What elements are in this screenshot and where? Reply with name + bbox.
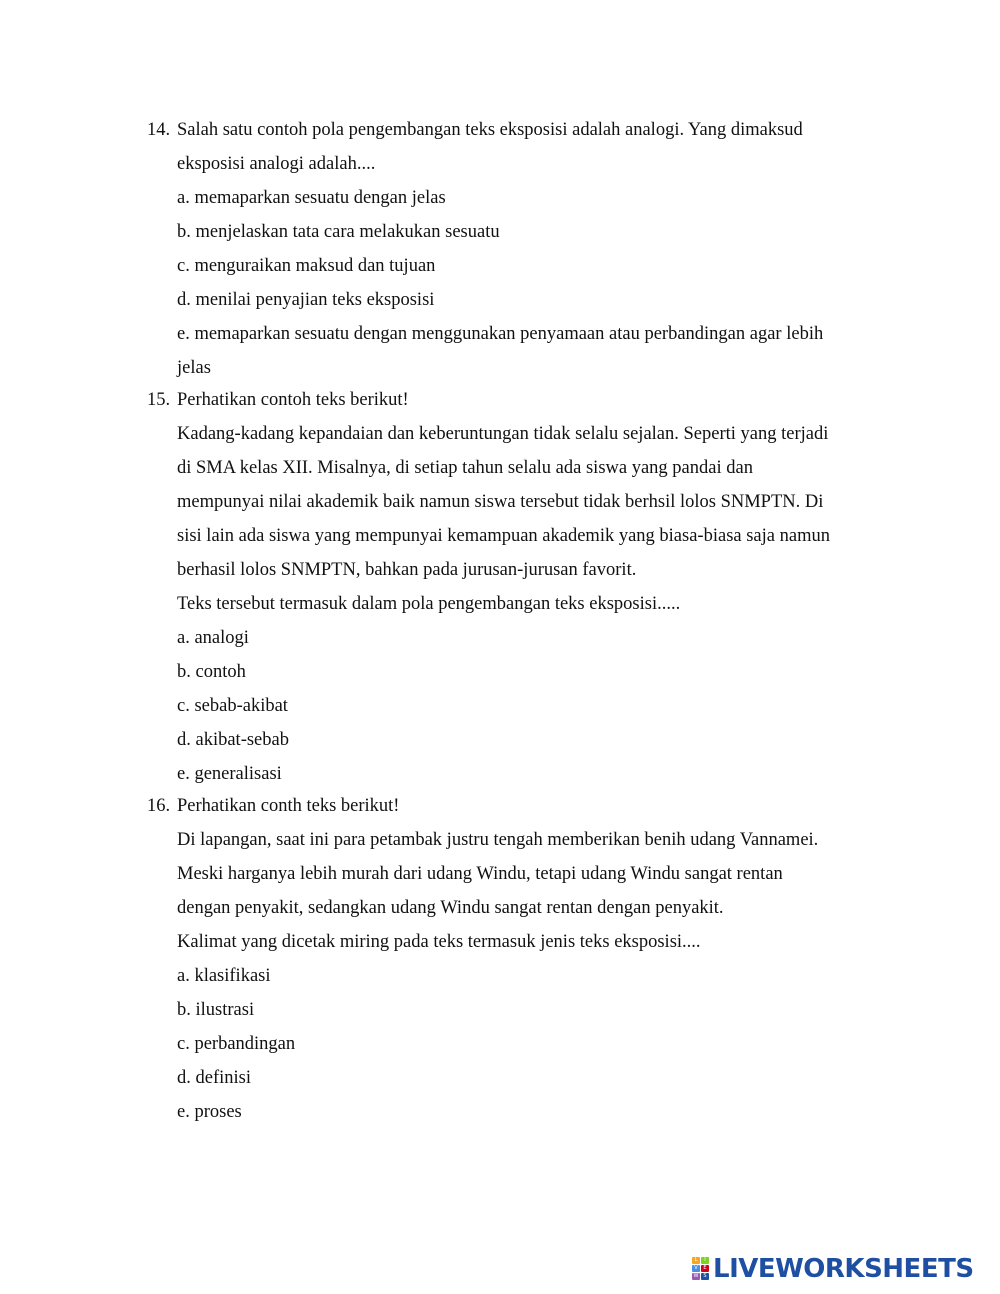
question-16 [147, 789, 887, 1129]
option-a[interactable]: a. analogi [177, 628, 249, 648]
option-e[interactable]: e. memaparkan sesuatu dengan menggunakan penyamaan atau perbandingan agar lebih [177, 324, 824, 344]
question-number: 16. [147, 796, 171, 816]
logo-cell: E [701, 1265, 709, 1272]
question-number: 14. [147, 120, 171, 140]
option-b[interactable]: b. ilustrasi [177, 1000, 255, 1020]
question-15 [147, 383, 887, 791]
option-c[interactable]: c. menguraikan maksud dan tujuan [177, 256, 436, 276]
question-prompt-line [147, 383, 887, 417]
option-e-continuation[interactable]: jelas [177, 358, 211, 378]
question-line: Teks tersebut termasuk dalam pola pengembangan teks eksposisi..... [177, 594, 681, 614]
option-d[interactable]: d. definisi [177, 1068, 251, 1088]
passage-line: Meski harganya lebih murah dari udang Windu, tetapi udang Windu sangat rentan [177, 864, 783, 884]
liveworksheets-logo-icon [692, 1257, 710, 1281]
question-line: Kalimat yang dicetak miring pada teks termasuk jenis teks eksposisi.... [177, 932, 701, 952]
option-c[interactable]: c. sebab-akibat [177, 696, 288, 716]
logo-cell: V [692, 1265, 700, 1272]
logo-cell: L [692, 1257, 700, 1264]
brand-name: LIVEWORKSHEETS [713, 1254, 974, 1284]
option-e[interactable]: e. proses [177, 1102, 242, 1122]
option-b[interactable]: b. menjelaskan tata cara melakukan sesuatu [177, 222, 500, 242]
question-14 [147, 113, 887, 385]
passage-line: sisi lain ada siswa yang mempunyai kemampuan akademik yang biasa-biasa saja namun [177, 526, 830, 546]
logo-cell: I [701, 1257, 709, 1264]
liveworksheets-logo [692, 1255, 974, 1283]
passage-line: dengan penyakit, sedangkan udang Windu sangat rentan dengan penyakit. [177, 898, 724, 918]
passage-line: Kadang-kadang kepandaian dan keberuntungan tidak selalu sejalan. Seperti yang terjadi [177, 424, 829, 444]
option-c[interactable]: c. perbandingan [177, 1034, 296, 1054]
option-d[interactable]: d. akibat-sebab [177, 730, 289, 750]
option-b[interactable]: b. contoh [177, 662, 246, 682]
question-prompt-line [147, 113, 887, 147]
passage-line: mempunyai nilai akademik baik namun siswa tersebut tidak berhsil lolos SNMPTN. Di [177, 492, 824, 512]
question-prompt-line [147, 789, 887, 823]
logo-cell: W [693, 1273, 699, 1279]
option-d[interactable]: d. menilai penyajian teks eksposisi [177, 290, 435, 310]
question-prompt: Perhatikan contoh teks berikut! [177, 390, 409, 410]
question-number: 15. [147, 390, 171, 410]
option-e[interactable]: e. generalisasi [177, 764, 282, 784]
logo-cell: S [701, 1273, 709, 1280]
passage-line: berhasil lolos SNMPTN, bahkan pada jurusan-jurusan favorit. [177, 560, 637, 580]
option-a[interactable]: a. memaparkan sesuatu dengan jelas [177, 188, 446, 208]
question-prompt: Perhatikan conth teks berikut! [177, 796, 400, 816]
passage-line: Di lapangan, saat ini para petambak justru tengah memberikan benih udang Vannamei. [177, 830, 819, 850]
question-prompt: Salah satu contoh pola pengembangan teks eksposisi adalah analogi. Yang dimaksud [177, 120, 803, 140]
passage-line: di SMA kelas XII. Misalnya, di setiap tahun selalu ada siswa yang pandai dan [177, 458, 753, 478]
option-a[interactable]: a. klasifikasi [177, 966, 271, 986]
question-prompt-continuation: eksposisi analogi adalah.... [177, 154, 376, 174]
